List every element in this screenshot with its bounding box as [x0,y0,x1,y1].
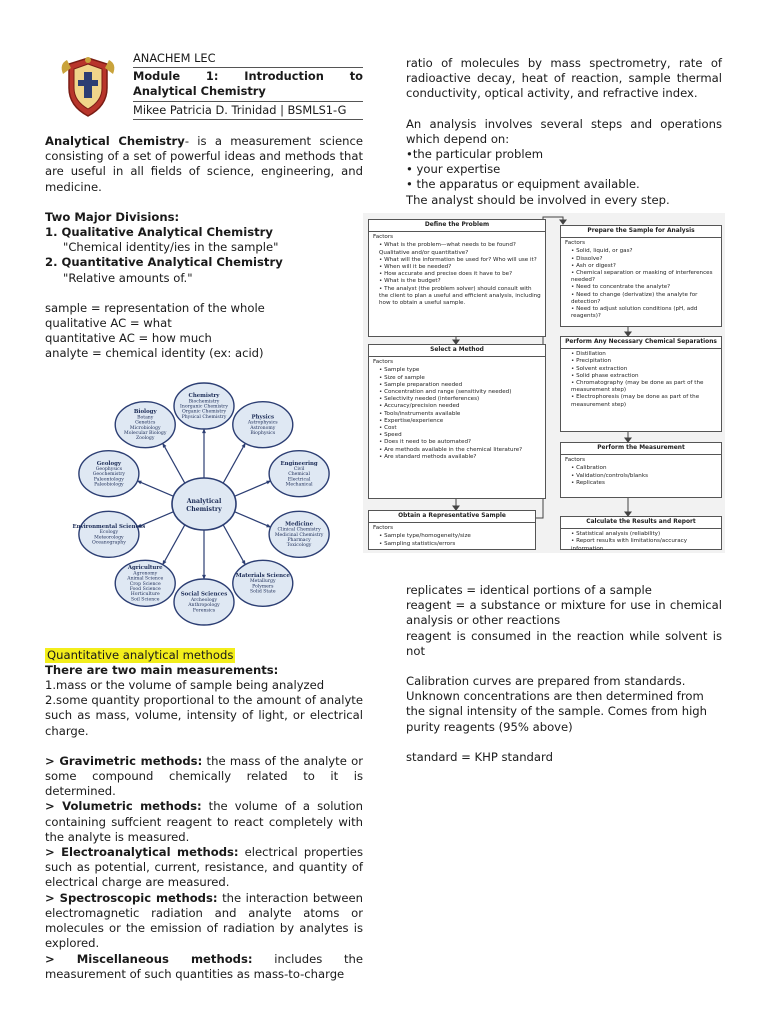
method-electroanalytical: > Electroanalytical methods: electrical properties such as potential, current, resistance, and quantity of electrical charge are measured. [45,845,363,890]
wheel-node-title: Chemistry [188,392,220,399]
calibration-paragraph: Calibration curves are prepared from standards. Unknown concentrations are then determined from the signal intensity of the sample. Comes from high purity reagents (95% above) [406,674,708,734]
flow-factor-item: • Tools/instruments available [379,411,541,418]
wheel-node-item: Medicinal Chemistry [274,532,324,538]
flow-perform-measurement: Perform the Measurement Factors • Calibration • Validation/controls/blanks • Replicates [560,442,722,498]
left-column [45,50,363,982]
flow-factor-item: • Need to change (derivatize) the analyte for detection? [571,292,717,306]
flow-factor-item: • Solid phase extraction [571,373,717,380]
division-2-desc: "Relative amounts of." [63,270,193,285]
wheel-node-item: Oceanography [91,540,126,546]
wheel-center-label: Chemistry [186,505,222,513]
flow-factor-item: • Distillation [571,351,717,358]
flow-factor-item: • Expertise/experience [379,418,541,425]
module-title: Module 1: Introduction to Analytical Chemistry [133,68,363,101]
wheel-node-item: Mechanical [285,482,313,488]
flow-factor-item: • Chromatography (may be done as part of the measurement step) [571,380,717,394]
flow-factor-item: • Need to concentrate the analyte? [571,284,717,291]
wheel-node-title: Materials Science [235,572,290,579]
definition-paragraph [45,134,363,195]
flow-factor-item: • Ash or digest? [571,263,717,270]
flow-factor-item: • Chemical separation or masking of interferences needed? [571,270,717,284]
wheel-node-item: Archeology [190,597,218,603]
method-gravimetric: > Gravimetric methods: the mass of the analyte or some compound chemically related to it is determined. [45,753,364,799]
flow-factor-item: • Concentration and range (sensitivity needed) [379,389,541,396]
wheel-node-title: Medicine [285,521,314,528]
flow-factor-item: • Solvent extraction [571,366,717,373]
flow-factor-item: • Size of sample [379,375,541,382]
method-spectroscopic: > Spectroscopic methods: the interaction between electromagnetic radiation and analyte atoms or molecules or the emission of radiation by analytes is explored. [45,890,363,951]
wheel-node-item: Animal Science [127,576,164,582]
flow-factor-item: • When will it be needed? [379,264,541,271]
wheel-node-title: Engineering [280,460,318,467]
wheel-node-item: Paleobiology [94,482,124,488]
wheel-node-item: Metallurgy [249,578,276,584]
flow-factor-item: • Replicates [571,480,717,487]
flow-select-method: Select a Method Factors • Sample type • Size of sample • Sample preparation needed • Concentration and range (sensitivity needed) • Selectivity needed (interferences) • Accuracy/precision needed • Tools/instruments available • Expertise/experience • Cost • Speed • Does it need to be automated? • Are methods available in the chemical literature? • Are standard methods available? [368,344,546,499]
wheel-node-item: Meteorology [94,535,124,541]
flow-factor-item: • What is the problem—what needs to be found? Qualitative and/or quantitative? [379,242,541,256]
wheel-node-item: Clinical Chemistry [277,527,321,533]
division-1-desc: "Chemical identity/ies in the sample" [63,240,279,255]
wheel-node-item: Physical Chemistry [181,414,227,420]
divisions-title: Two Major Divisions: [45,209,180,224]
course-name: ANACHEM LEC [133,50,363,68]
wheel-node-item: Pharmacy [287,537,311,543]
wheel-node-item: Astrophysics [247,420,278,426]
wheel-node-item: Anthropology [188,602,220,608]
wheel-node-item: Horticulture [130,591,160,597]
flow-factor-item: • What is the budget? [379,278,541,285]
flow-factor-item: • Solid, liquid, or gas? [571,248,717,255]
method-miscellaneous: > Miscellaneous methods: includes the measurement of such quantities as mass-to-charge [45,951,363,981]
wheel-node-title: Physics [251,414,275,421]
flow-factor-item: • Validation/controls/blanks [571,473,717,480]
wheel-node-item: Zoology [135,435,155,441]
note-analyte: analyte = chemical identity (ex: acid) [45,346,264,361]
wheel-center-label: Analytical [186,497,222,505]
flow-factor-item: • Electrophoresis (may be done as part of the measurement step) [571,394,717,408]
wheel-spoke [223,443,246,484]
wheel-node-item: Geophysics [95,466,123,472]
flow-define-problem: Define the Problem Factors • What is the problem—what needs to be found? Qualitative and/or quantitative? • What will the information be used for? Who will use it? • When will it be needed? • How accurate and precise does it have to be? • What is the budget? • The analyst (the problem solver) should consult with the client to plan a useful and efficient analysis, including how to obtain a useful sample. [368,219,546,337]
flow-factor-item: • Calibration [571,465,717,472]
analytical-chemistry-wheel-diagram [45,378,363,638]
flow-factor-item: • Accuracy/precision needed [379,403,541,410]
right-column [406,56,722,208]
flow-factor-item: • How accurate and precise does it have to be? [379,271,541,278]
wheel-node-item: Microbiology [129,425,161,431]
flow-factor-item: • Are standard methods available? [379,454,541,461]
wheel-spoke [223,524,246,565]
wheel-node-item: Botany [137,415,154,421]
note-reagent: reagent = a substance or mixture for use in chemical analysis or other reactions [406,598,722,628]
wheel-node-item: Genetics [135,420,156,426]
analysis-intro: An analysis involves several steps and operations which depend on: [406,116,722,146]
wheel-node-item: Organic Chemistry [181,409,227,415]
wheel-node-item: Geochemistry [92,471,126,477]
right-column-notes [406,583,722,765]
flow-factor-item: • The analyst (the problem solver) should consult with the client to plan a useful and efficient analysis, including how to obtain a useful sample. [379,286,541,308]
wheel-node-title: Social Sciences [180,591,228,598]
wheel-node-item: Crop Science [129,581,161,587]
wheel-node-item: Biochemistry [188,398,220,404]
wheel-node-item: Solid State [249,589,276,595]
author-line: Mikee Patricia D. Trinidad | BSMLS1-G [133,102,363,120]
bullet-apparatus: • the apparatus or equipment available. [406,177,640,192]
document-header [45,50,363,120]
flow-chemical-separations: Perform Any Necessary Chemical Separations • Distillation • Precipitation • Solvent extraction • Solid phase extraction • Chromatography (may be done as part of the measurement step) • Electrophoresis (may be done as part of the measurement step) [560,336,722,432]
flow-factor-item: • Are methods available in the chemical literature? [379,447,541,454]
bullet-problem: •the particular problem [406,147,544,162]
wheel-node-item: Molecular Biology [124,430,167,436]
university-seal-icon [57,54,119,120]
flow-factor-item: • What will the information be used for? Who will use it? [379,257,541,264]
flow-factor-item: • Statistical analysis (reliability) [571,531,717,538]
wheel-spoke [163,524,186,565]
flow-factor-item: • Precipitation [571,358,717,365]
measurement-1: 1.mass or the volume of sample being analyzed [45,678,325,693]
wheel-spoke [137,480,174,496]
flow-factor-item: • Speed [379,432,541,439]
flow-factor-item: • Cost [379,425,541,432]
note-replicates: replicates = identical portions of a sample [406,583,652,597]
note-sample: sample = representation of the whole [45,300,265,315]
wheel-spoke [234,480,271,496]
standard-note: standard = KHP standard [406,749,553,764]
flow-calculate-report: Calculate the Results and Report • Statistical analysis (reliability) • Report results with limitations/accuracy information [560,516,722,550]
flow-factor-item: • Need to adjust solution conditions (pH, add reagents)? [571,306,717,320]
flow-prepare-sample: Prepare the Sample for Analysis Factors • Solid, liquid, or gas? • Dissolve? • Ash or digest? • Chemical separation or masking of interferences needed? • Need to concentrate the analyte? • Need to change (derivatize) the analyte for detection? • Need to adjust solution conditions (pH, add reagents)? [560,225,722,327]
measurement-2: 2.some quantity proportional to the amount of analyte such as mass, volume, intensity of light, or electrical charge. [45,693,363,738]
wheel-node-item: Electrical [287,477,311,483]
wheel-node-item: Biophysics [250,430,276,436]
bullet-expertise: • your expertise [406,162,501,177]
wheel-node-item: Agronomy [133,571,158,577]
quant-methods-heading: Quantitative analytical methods [47,647,234,662]
flow-factor-item: • Dissolve? [571,256,717,263]
wheel-node-item: Food Science [129,586,161,592]
wheel-node-item: Toxicology [286,542,312,548]
definition-text: - is a measurement science consisting of a set of powerful ideas and methods that are useful in all fields of science, engineering, and medicine. [45,134,363,194]
flow-factor-item: • Sample type/homogeneity/size [379,533,531,540]
method-volumetric: > Volumetric methods: the volume of a solution containing suffcient reagent to react completely with the analyte is measured. [45,799,363,844]
note-reagent-consumed: reagent is consumed in the reaction while solvent is not [406,628,722,658]
two-measurements-title: There are two main measurements: [45,662,279,677]
flow-factor-item: • Sample type [379,367,541,374]
wheel-node-item: Forensics [192,607,216,613]
wheel-node-item: Civil [293,466,305,472]
wheel-spoke [234,511,271,527]
definition-term: Analytical Chemistry [45,134,185,148]
wheel-node-title: Geology [96,460,121,467]
continuation-text: ratio of molecules by mass spectrometry, rate of radioactive decay, heat of reaction, sample thermal conductivity, optical activity, and refractive index. [406,56,722,101]
flow-factor-item: • Sample preparation needed [379,382,541,389]
wheel-node-title: Biology [133,408,157,415]
analyst-note: The analyst should be involved in every step. [406,192,670,207]
wheel-node-item: Inorganic Chemistry [180,404,228,410]
flow-factor-item: • Selectivity needed (interferences) [379,396,541,403]
wheel-node-item: Ecology [99,529,119,535]
flow-factor-item: • Sampling statistics/errors [379,541,531,548]
wheel-node-item: Polymers [252,584,274,590]
division-1-title: 1. Qualitative Analytical Chemistry [45,225,273,240]
flow-factor-item: • Report results with limitations/accuracy information [571,538,717,552]
note-qualitative: qualitative AC = what [45,316,172,331]
wheel-node-title: Agriculture [127,564,163,571]
wheel-node-item: Chemical [288,471,311,477]
wheel-node-title: Environmental Sciences [72,523,146,530]
flow-obtain-sample: Obtain a Representative Sample Factors • Sample type/homogeneity/size • Sampling statistics/errors [368,510,536,550]
wheel-node-item: Soil Science [130,597,160,603]
wheel-spoke [163,443,186,484]
wheel-node-item: Astronomy [250,425,276,431]
wheel-node-item: Paleontology [93,477,124,483]
note-quantitative: quantitative AC = how much [45,331,212,346]
analysis-flowchart [363,213,725,553]
flow-factor-item: • Does it need to be automated? [379,439,541,446]
division-2-title: 2. Quantitative Analytical Chemistry [45,255,283,270]
